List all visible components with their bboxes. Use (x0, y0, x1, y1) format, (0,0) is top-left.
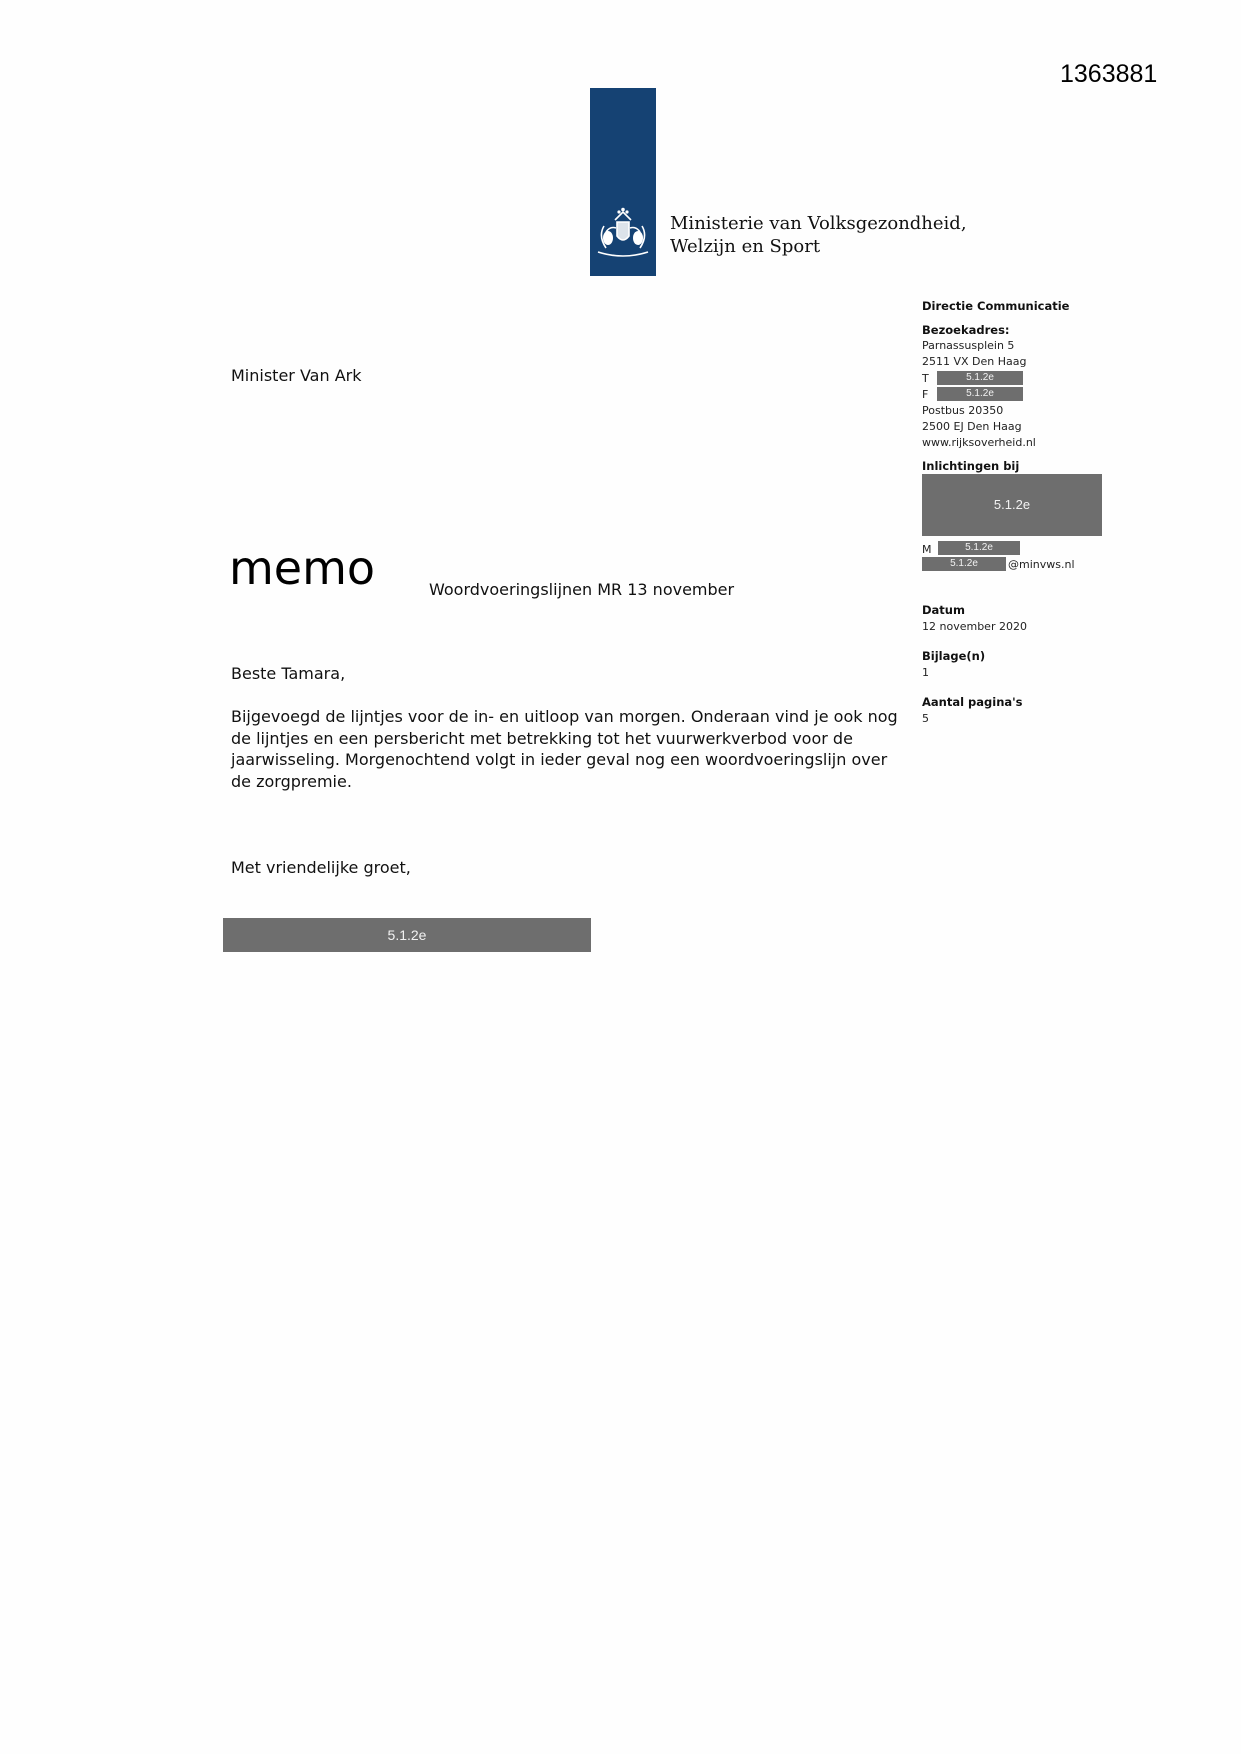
sidebar-email-suffix: @minvws.nl (1008, 558, 1075, 571)
email-redaction: 5.1.2e (922, 557, 1006, 571)
memo-subject: Woordvoeringslijnen MR 13 november (429, 580, 735, 599)
sidebar-postal-city: 2511 VX Den Haag (922, 355, 1027, 368)
memo-heading: memo (229, 541, 376, 595)
document-number: 1363881 (1060, 60, 1158, 88)
sidebar-pages-label: Aantal pagina's (922, 695, 1023, 709)
sidebar-date-label: Datum (922, 603, 965, 617)
sidebar-mobile-prefix: M (922, 543, 932, 556)
sidebar-date-value: 12 november 2020 (922, 620, 1027, 633)
sidebar-street: Parnassusplein 5 (922, 339, 1015, 352)
sidebar-info-label: Inlichtingen bij (922, 459, 1020, 473)
sidebar-attachments-value: 1 (922, 666, 929, 679)
salutation: Beste Tamara, (231, 664, 346, 683)
ministry-name-line2: Welzijn en Sport (670, 236, 821, 257)
sidebar-department: Directie Communicatie (922, 299, 1070, 313)
sidebar-po-box: Postbus 20350 (922, 404, 1004, 417)
sidebar-fax-prefix: F (922, 388, 929, 401)
ministry-name (670, 212, 967, 258)
fax-redaction: 5.1.2e (937, 387, 1023, 401)
sidebar-website: www.rijksoverheid.nl (922, 436, 1036, 449)
sidebar-attachments-label: Bijlage(n) (922, 649, 986, 663)
recipient: Minister Van Ark (231, 366, 362, 385)
memo-body: Bijgevoegd de lijntjes voor de in- en uitloop van morgen. Onderaan vind je ook nog de lijntjes en een persbericht met betrekking tot het vuurwerkverbod voor de jaarwisseling. Morgenochtend volgt in ieder geval nog een woordvoeringslijn over de zorgpremie. (231, 707, 898, 791)
sidebar-phone-prefix: T (922, 372, 929, 385)
contact-redaction: 5.1.2e (922, 474, 1102, 536)
sidebar-visit-label: Bezoekadres: (922, 323, 1010, 337)
signature-redaction: 5.1.2e (223, 918, 591, 952)
closing: Met vriendelijke groet, (231, 858, 411, 877)
phone-redaction: 5.1.2e (937, 371, 1023, 385)
ministry-name-line1: Ministerie van Volksgezondheid, (670, 213, 967, 234)
sidebar-po-postal: 2500 EJ Den Haag (922, 420, 1022, 433)
sidebar-pages-value: 5 (922, 712, 929, 725)
royal-crest-icon (592, 206, 654, 262)
mobile-redaction: 5.1.2e (938, 541, 1020, 555)
